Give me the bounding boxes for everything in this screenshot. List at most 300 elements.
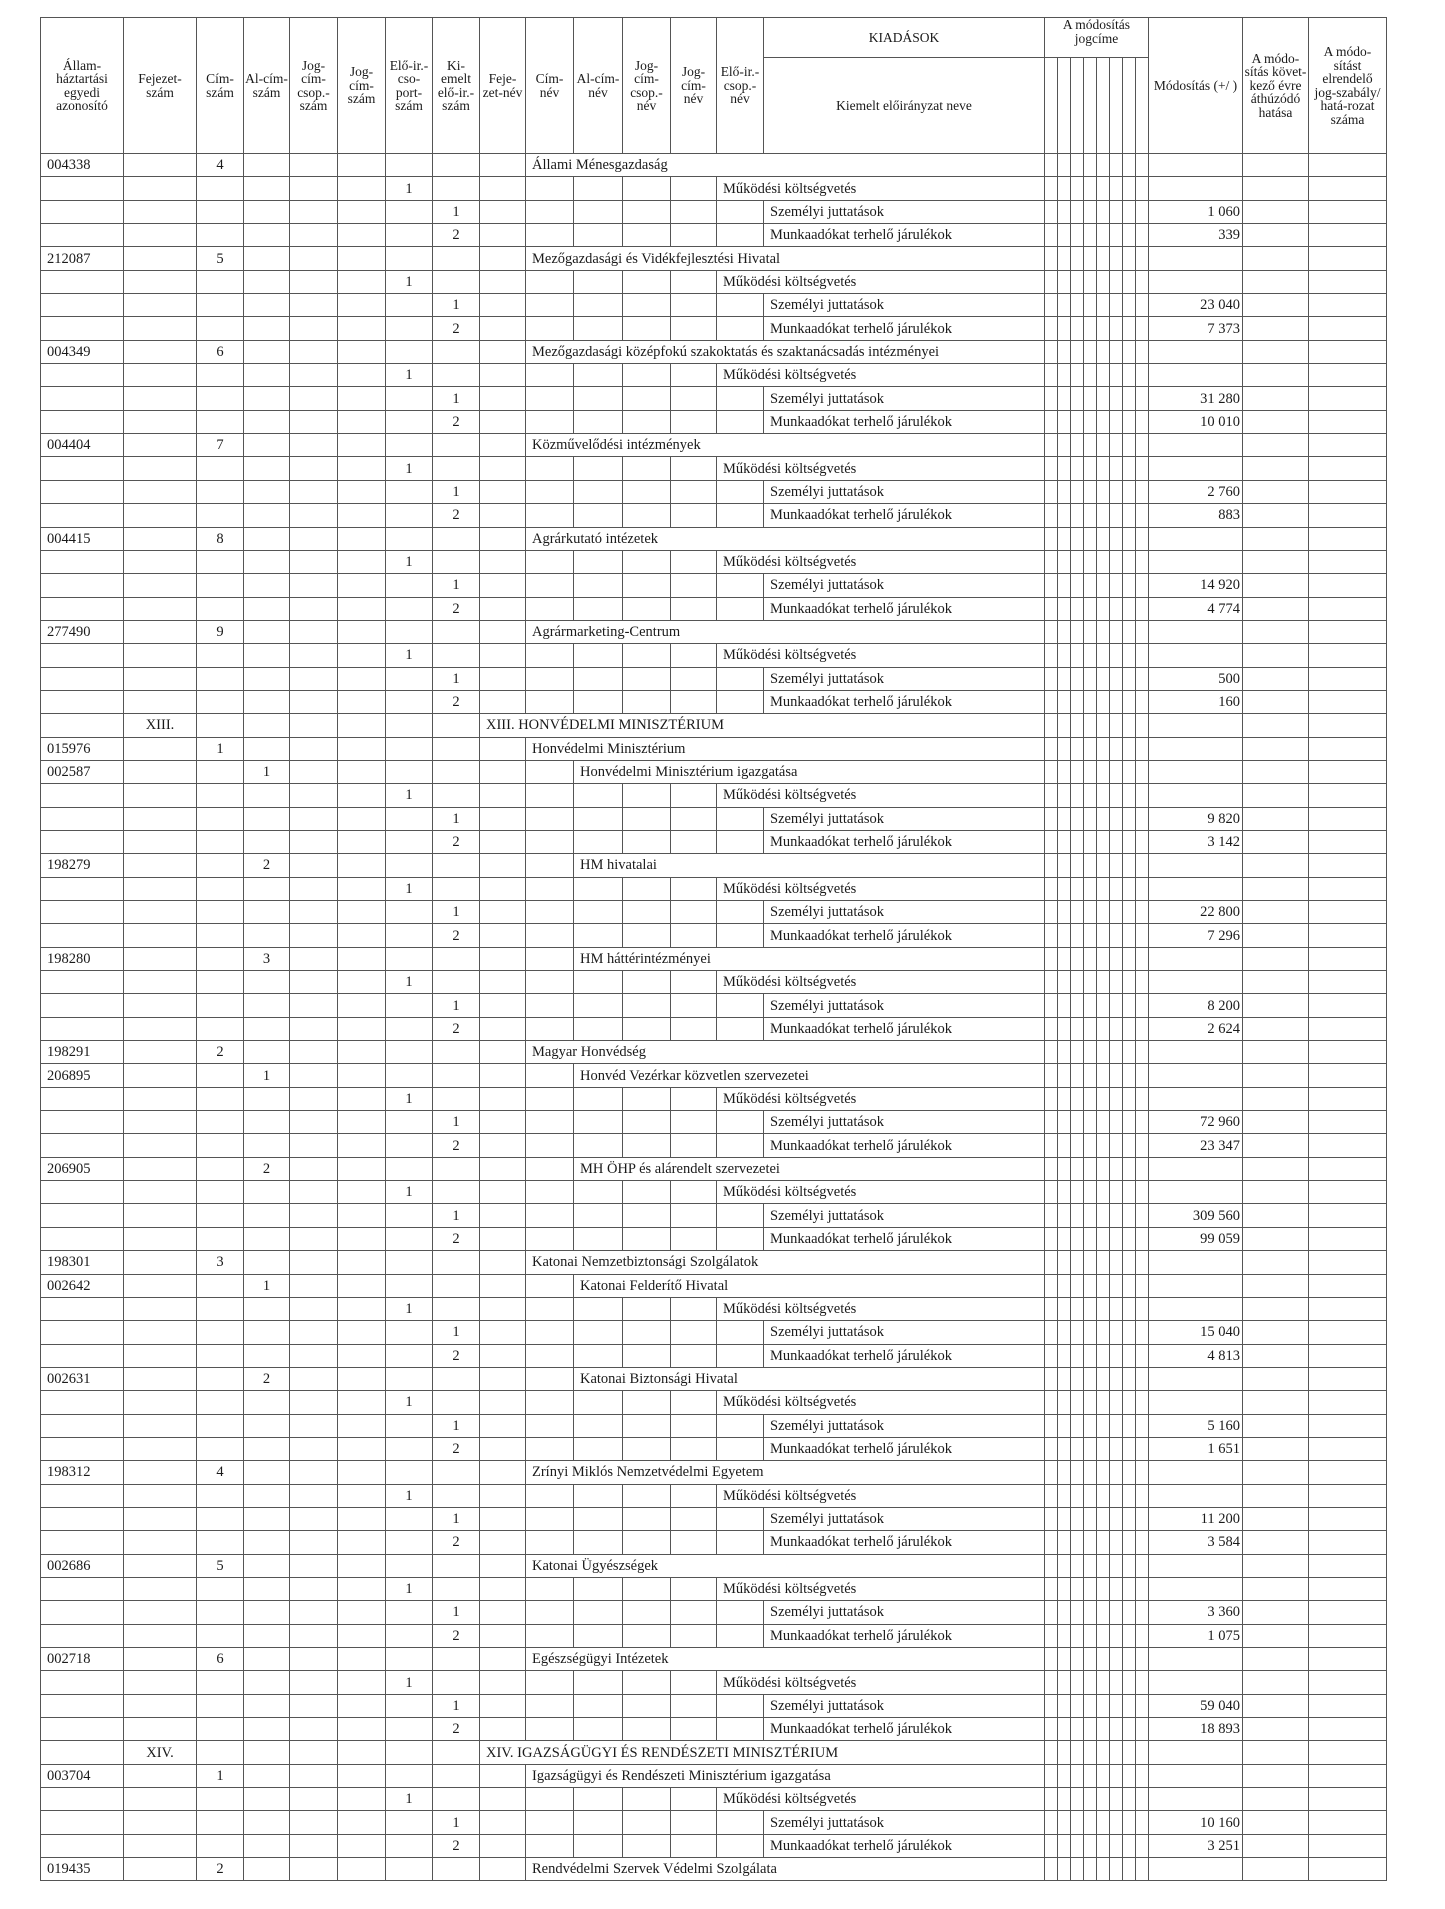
cell-eloir-csop-szam: [386, 901, 433, 924]
cell-cim-szam: [197, 200, 244, 223]
cell-cim-szam: [197, 760, 244, 783]
cell-eloir-csop-szam: 1: [386, 1181, 433, 1204]
cell-kiemelt-szam: 2: [433, 924, 480, 947]
cell-azonosito: [41, 597, 124, 620]
cell-kiemelt-szam: 1: [433, 1601, 480, 1624]
cell-name: Honvédelmi Minisztérium: [526, 737, 1045, 760]
table-row: [41, 644, 1387, 667]
cell-alcim-szam: [244, 667, 290, 690]
cell-cim-szam: [197, 574, 244, 597]
cell-eloir-csop-szam: 1: [386, 1391, 433, 1414]
cell-azonosito: [41, 1601, 124, 1624]
header-modositas: Módosítás (+/ ): [1149, 18, 1243, 154]
cell-fejezet-szam: [124, 1111, 197, 1134]
cell-eloir-csop-szam: [386, 1554, 433, 1577]
cell-fejezet-szam: [124, 1087, 197, 1110]
cell-azonosito: [41, 1181, 124, 1204]
cell-fejezet-szam: [124, 1834, 197, 1857]
cell-alcim-szam: [244, 1577, 290, 1600]
cell-kiemelt-szam: 2: [433, 1437, 480, 1460]
cell-kiemelt-szam: [433, 1461, 480, 1484]
cell-modositas: [1149, 1274, 1243, 1297]
cell-name: Munkaadókat terhelő járulékok: [764, 1017, 1045, 1040]
cell-modositas: [1149, 1788, 1243, 1811]
cell-alcim-szam: [244, 620, 290, 643]
cell-eloir-csop-szam: [386, 620, 433, 643]
cell-fejezet-szam: [124, 247, 197, 270]
table-row: [41, 1344, 1387, 1367]
cell-alcim-szam: [244, 1414, 290, 1437]
cell-cim-szam: [197, 1321, 244, 1344]
cell-cim-szam: [197, 1624, 244, 1647]
cell-modositas: [1149, 154, 1243, 177]
cell-name: Munkaadókat terhelő járulékok: [764, 1134, 1045, 1157]
cell-azonosito: [41, 574, 124, 597]
table-row: [41, 317, 1387, 340]
table-row: [41, 901, 1387, 924]
table-row: [41, 364, 1387, 387]
cell-kiemelt-szam: [433, 1554, 480, 1577]
cell-eloir-csop-szam: [386, 1764, 433, 1787]
cell-modositas: 1 075: [1149, 1624, 1243, 1647]
cell-modositas: 23 040: [1149, 294, 1243, 317]
table-row: [41, 1648, 1387, 1671]
cell-cim-szam: [197, 504, 244, 527]
cell-eloir-csop-szam: [386, 994, 433, 1017]
cell-name: Személyi juttatások: [764, 294, 1045, 317]
table-row: [41, 1437, 1387, 1460]
cell-alcim-szam: 1: [244, 1274, 290, 1297]
cell-fejezet-szam: [124, 504, 197, 527]
cell-modositas: 18 893: [1149, 1718, 1243, 1741]
cell-eloir-csop-szam: [386, 200, 433, 223]
cell-fejezet-szam: [124, 1414, 197, 1437]
cell-cim-szam: 6: [197, 1648, 244, 1671]
cell-kiemelt-szam: 1: [433, 1111, 480, 1134]
cell-fejezet-szam: [124, 1858, 197, 1881]
header-eloir-csop-szam: Elő-ir.-cso-port-szám: [386, 18, 433, 154]
cell-modositas: [1149, 1251, 1243, 1274]
cell-modositas: [1149, 760, 1243, 783]
cell-azonosito: [41, 1811, 124, 1834]
header-kiemelt-szam: Ki-emelt elő-ir.-szám: [433, 18, 480, 154]
cell-azonosito: 002642: [41, 1274, 124, 1297]
cell-cim-szam: [197, 1181, 244, 1204]
cell-cim-szam: [197, 947, 244, 970]
cell-cim-szam: [197, 410, 244, 433]
cell-modositas: 59 040: [1149, 1694, 1243, 1717]
cell-name: Katonai Nemzetbiztonsági Szolgálatok: [526, 1251, 1045, 1274]
cell-name: Működési költségvetés: [717, 971, 1045, 994]
cell-fejezet-szam: [124, 294, 197, 317]
cell-azonosito: [41, 294, 124, 317]
cell-kiemelt-szam: [433, 270, 480, 293]
cell-kiemelt-szam: [433, 1764, 480, 1787]
cell-azonosito: [41, 644, 124, 667]
cell-fejezet-szam: [124, 947, 197, 970]
cell-kiemelt-szam: 1: [433, 1204, 480, 1227]
cell-eloir-csop-szam: 1: [386, 1087, 433, 1110]
cell-modositas: 2 624: [1149, 1017, 1243, 1040]
cell-alcim-szam: [244, 1251, 290, 1274]
cell-alcim-szam: [244, 317, 290, 340]
cell-name: Személyi juttatások: [764, 901, 1045, 924]
cell-kiemelt-szam: [433, 714, 480, 737]
cell-alcim-szam: [244, 901, 290, 924]
cell-eloir-csop-szam: [386, 1017, 433, 1040]
cell-modositas: 1 060: [1149, 200, 1243, 223]
cell-name: Működési költségvetés: [717, 1788, 1045, 1811]
cell-azonosito: [41, 1484, 124, 1507]
table-row: [41, 1507, 1387, 1530]
cell-alcim-szam: [244, 1624, 290, 1647]
cell-azonosito: [41, 480, 124, 503]
table-row: [41, 200, 1387, 223]
table-row: [41, 1391, 1387, 1414]
cell-eloir-csop-szam: [386, 1858, 433, 1881]
cell-fejezet-szam: [124, 644, 197, 667]
cell-modositas: [1149, 1484, 1243, 1507]
cell-modositas: 22 800: [1149, 901, 1243, 924]
table-row: [41, 1811, 1387, 1834]
cell-modositas: 10 160: [1149, 1811, 1243, 1834]
cell-kiemelt-szam: [433, 1391, 480, 1414]
cell-kiemelt-szam: 1: [433, 387, 480, 410]
cell-fejezet-szam: [124, 574, 197, 597]
cell-name: Működési költségvetés: [717, 364, 1045, 387]
cell-name: Személyi juttatások: [764, 1694, 1045, 1717]
cell-cim-szam: [197, 1017, 244, 1040]
cell-alcim-szam: [244, 177, 290, 200]
cell-eloir-csop-szam: [386, 504, 433, 527]
cell-name: Személyi juttatások: [764, 1111, 1045, 1134]
cell-azonosito: [41, 1134, 124, 1157]
cell-fejezet-szam: [124, 1181, 197, 1204]
cell-azonosito: [41, 410, 124, 433]
cell-kiemelt-szam: 2: [433, 1134, 480, 1157]
cell-azonosito: [41, 1531, 124, 1554]
cell-fejezet-szam: [124, 1624, 197, 1647]
cell-kiemelt-szam: [433, 1741, 480, 1764]
table-row: [41, 1577, 1387, 1600]
cell-kiemelt-szam: [433, 877, 480, 900]
cell-alcim-szam: [244, 1484, 290, 1507]
cell-alcim-szam: [244, 1437, 290, 1460]
table-row: [41, 971, 1387, 994]
cell-azonosito: [41, 1227, 124, 1250]
cell-kiemelt-szam: 2: [433, 690, 480, 713]
cell-cim-szam: [197, 1718, 244, 1741]
cell-eloir-csop-szam: [386, 387, 433, 410]
header-jogcimcsop-nev: Jog-cím-csop.-név: [623, 18, 671, 154]
cell-cim-szam: [197, 1811, 244, 1834]
cell-cim-szam: [197, 667, 244, 690]
cell-azonosito: [41, 1111, 124, 1134]
cell-kiemelt-szam: [433, 1788, 480, 1811]
cell-eloir-csop-szam: [386, 1741, 433, 1764]
cell-kiemelt-szam: [433, 1181, 480, 1204]
table-row: [41, 854, 1387, 877]
cell-name: Működési költségvetés: [717, 784, 1045, 807]
cell-alcim-szam: [244, 1087, 290, 1110]
cell-azonosito: [41, 317, 124, 340]
header-jogcim-szam: Jog-cím-szám: [338, 18, 386, 154]
cell-alcim-szam: [244, 364, 290, 387]
cell-eloir-csop-szam: 1: [386, 971, 433, 994]
cell-cim-szam: [197, 784, 244, 807]
cell-eloir-csop-szam: [386, 1111, 433, 1134]
cell-fejezet-szam: [124, 224, 197, 247]
cell-fejezet-szam: [124, 924, 197, 947]
cell-modositas: [1149, 1577, 1243, 1600]
cell-name: Munkaadókat terhelő járulékok: [764, 1718, 1045, 1741]
cell-azonosito: 198301: [41, 1251, 124, 1274]
cell-alcim-szam: [244, 1111, 290, 1134]
table-row: [41, 737, 1387, 760]
cell-name: Működési költségvetés: [717, 457, 1045, 480]
cell-cim-szam: [197, 1274, 244, 1297]
cell-kiemelt-szam: 2: [433, 1344, 480, 1367]
cell-kiemelt-szam: 2: [433, 830, 480, 853]
cell-alcim-szam: [244, 1858, 290, 1881]
cell-kiemelt-szam: [433, 1577, 480, 1600]
cell-cim-szam: [197, 1834, 244, 1857]
cell-kiemelt-szam: 1: [433, 200, 480, 223]
cell-modositas: [1149, 247, 1243, 270]
cell-cim-szam: [197, 1111, 244, 1134]
cell-eloir-csop-szam: [386, 574, 433, 597]
cell-cim-szam: 4: [197, 1461, 244, 1484]
header-fejezet-szam: Fejezet-szám: [124, 18, 197, 154]
cell-name: Rendvédelmi Szervek Védelmi Szolgálata: [526, 1858, 1045, 1881]
cell-fejezet-szam: [124, 690, 197, 713]
table-row: [41, 830, 1387, 853]
cell-alcim-szam: [244, 1811, 290, 1834]
cell-eloir-csop-szam: [386, 737, 433, 760]
cell-alcim-szam: [244, 1041, 290, 1064]
cell-cim-szam: [197, 1694, 244, 1717]
cell-eloir-csop-szam: [386, 1321, 433, 1344]
cell-name: Munkaadókat terhelő járulékok: [764, 830, 1045, 853]
table-row: [41, 457, 1387, 480]
cell-alcim-szam: [244, 1764, 290, 1787]
cell-kiemelt-szam: 1: [433, 574, 480, 597]
cell-alcim-szam: [244, 1344, 290, 1367]
cell-fejezet-szam: [124, 1017, 197, 1040]
cell-name: Munkaadókat terhelő járulékok: [764, 317, 1045, 340]
cell-alcim-szam: [244, 690, 290, 713]
cell-alcim-szam: [244, 1531, 290, 1554]
cell-kiemelt-szam: [433, 784, 480, 807]
cell-name: Működési költségvetés: [717, 1577, 1045, 1600]
cell-eloir-csop-szam: 1: [386, 1577, 433, 1600]
table-row: [41, 527, 1387, 550]
cell-name: Személyi juttatások: [764, 1507, 1045, 1530]
header-kovetkezo-ev: A módo-sítás követ-kező évre áthúzódó hatása: [1243, 18, 1309, 154]
header-alcim-szam: Al-cím-szám: [244, 18, 290, 154]
cell-fejezet-szam: [124, 760, 197, 783]
budget-table: [40, 17, 1387, 1881]
cell-fejezet-szam: [124, 901, 197, 924]
cell-cim-szam: [197, 1367, 244, 1390]
cell-name: Munkaadókat terhelő járulékok: [764, 1624, 1045, 1647]
cell-fejezet-szam: [124, 200, 197, 223]
cell-azonosito: 002587: [41, 760, 124, 783]
cell-kiemelt-szam: [433, 1274, 480, 1297]
cell-eloir-csop-szam: [386, 1157, 433, 1180]
cell-fejezet-szam: [124, 807, 197, 830]
cell-name: Munkaadókat terhelő járulékok: [764, 1531, 1045, 1554]
cell-kiemelt-szam: 1: [433, 994, 480, 1017]
cell-cim-szam: 2: [197, 1858, 244, 1881]
cell-eloir-csop-szam: [386, 854, 433, 877]
cell-alcim-szam: [244, 527, 290, 550]
cell-cim-szam: [197, 1531, 244, 1554]
table-row: [41, 597, 1387, 620]
cell-azonosito: [41, 1321, 124, 1344]
cell-modositas: 7 296: [1149, 924, 1243, 947]
table-row: [41, 387, 1387, 410]
cell-alcim-szam: [244, 1181, 290, 1204]
cell-name: Személyi juttatások: [764, 994, 1045, 1017]
cell-alcim-szam: [244, 224, 290, 247]
cell-alcim-szam: [244, 480, 290, 503]
cell-kiemelt-szam: [433, 434, 480, 457]
cell-cim-szam: [197, 1741, 244, 1764]
cell-azonosito: 002631: [41, 1367, 124, 1390]
cell-azonosito: [41, 1087, 124, 1110]
cell-modositas: 14 920: [1149, 574, 1243, 597]
cell-name: Munkaadókat terhelő járulékok: [764, 224, 1045, 247]
cell-modositas: [1149, 434, 1243, 457]
table-row: [41, 620, 1387, 643]
cell-kiemelt-szam: [433, 550, 480, 573]
cell-azonosito: [41, 504, 124, 527]
cell-kiemelt-szam: [433, 457, 480, 480]
cell-alcim-szam: [244, 1718, 290, 1741]
cell-name: Működési költségvetés: [717, 1297, 1045, 1320]
cell-eloir-csop-szam: 1: [386, 457, 433, 480]
cell-eloir-csop-szam: [386, 1437, 433, 1460]
cell-alcim-szam: [244, 1391, 290, 1414]
table-row: [41, 994, 1387, 1017]
cell-modositas: [1149, 644, 1243, 667]
cell-kiemelt-szam: 1: [433, 1321, 480, 1344]
cell-azonosito: [41, 714, 124, 737]
cell-eloir-csop-szam: [386, 1064, 433, 1087]
cell-modositas: [1149, 1764, 1243, 1787]
cell-alcim-szam: [244, 807, 290, 830]
cell-kiemelt-szam: [433, 854, 480, 877]
cell-alcim-szam: [244, 597, 290, 620]
cell-alcim-szam: [244, 784, 290, 807]
cell-modositas: [1149, 1391, 1243, 1414]
cell-fejezet-szam: [124, 1601, 197, 1624]
cell-kiemelt-szam: 1: [433, 807, 480, 830]
table-row: [41, 1718, 1387, 1741]
cell-fejezet-szam: [124, 1321, 197, 1344]
cell-cim-szam: [197, 387, 244, 410]
cell-azonosito: 198280: [41, 947, 124, 970]
cell-azonosito: 206895: [41, 1064, 124, 1087]
cell-kiemelt-szam: [433, 1087, 480, 1110]
cell-azonosito: [41, 1414, 124, 1437]
cell-kiemelt-szam: 1: [433, 1811, 480, 1834]
cell-kiemelt-szam: [433, 1251, 480, 1274]
cell-modositas: [1149, 1367, 1243, 1390]
cell-kiemelt-szam: 2: [433, 504, 480, 527]
cell-cim-szam: [197, 1577, 244, 1600]
cell-alcim-szam: [244, 434, 290, 457]
table-row: [41, 1484, 1387, 1507]
cell-name: Közművelődési intézmények: [526, 434, 1045, 457]
cell-eloir-csop-szam: 1: [386, 1484, 433, 1507]
table-row: [41, 1531, 1387, 1554]
cell-azonosito: 019435: [41, 1858, 124, 1881]
cell-azonosito: [41, 994, 124, 1017]
cell-fejezet-szam: [124, 971, 197, 994]
cell-azonosito: [41, 924, 124, 947]
cell-kiemelt-szam: 2: [433, 597, 480, 620]
table-row: [41, 1157, 1387, 1180]
cell-cim-szam: [197, 1064, 244, 1087]
table-body: [41, 154, 1387, 1881]
cell-name: Személyi juttatások: [764, 1414, 1045, 1437]
table-row: [41, 807, 1387, 830]
cell-alcim-szam: [244, 387, 290, 410]
cell-fejezet-szam: [124, 1157, 197, 1180]
cell-cim-szam: [197, 1414, 244, 1437]
cell-name: XIII. HONVÉDELMI MINISZTÉRIUM: [480, 714, 1045, 737]
cell-alcim-szam: 2: [244, 1367, 290, 1390]
cell-fejezet-szam: [124, 1648, 197, 1671]
cell-kiemelt-szam: [433, 154, 480, 177]
header-cim-nev: Cím-név: [526, 18, 574, 154]
cell-cim-szam: [197, 830, 244, 853]
cell-modositas: [1149, 1041, 1243, 1064]
cell-modositas: [1149, 1858, 1243, 1881]
table-row: [41, 1367, 1387, 1390]
cell-azonosito: [41, 1671, 124, 1694]
cell-kiemelt-szam: [433, 1648, 480, 1671]
cell-azonosito: [41, 830, 124, 853]
cell-modositas: 11 200: [1149, 1507, 1243, 1530]
cell-kiemelt-szam: 2: [433, 1531, 480, 1554]
cell-fejezet-szam: [124, 434, 197, 457]
table-row: [41, 1227, 1387, 1250]
cell-alcim-szam: [244, 457, 290, 480]
header-alcim-nev: Al-cím-név: [574, 18, 623, 154]
table-row: [41, 1694, 1387, 1717]
table-row: [41, 247, 1387, 270]
cell-fejezet-szam: [124, 527, 197, 550]
cell-name: Munkaadókat terhelő járulékok: [764, 690, 1045, 713]
cell-kiemelt-szam: 1: [433, 480, 480, 503]
cell-alcim-szam: [244, 830, 290, 853]
cell-eloir-csop-szam: [386, 1718, 433, 1741]
cell-fejezet-szam: [124, 994, 197, 1017]
header-eloir-csop-nev: Elő-ir.-csop.-név: [717, 18, 764, 154]
cell-modositas: [1149, 620, 1243, 643]
cell-name: Honvédelmi Minisztérium igazgatása: [574, 760, 1045, 783]
cell-name: Személyi juttatások: [764, 1601, 1045, 1624]
cell-alcim-szam: [244, 1788, 290, 1811]
cell-fejezet-szam: [124, 177, 197, 200]
cell-eloir-csop-szam: 1: [386, 1788, 433, 1811]
cell-azonosito: [41, 1507, 124, 1530]
cell-kiemelt-szam: 1: [433, 1414, 480, 1437]
cell-cim-szam: [197, 877, 244, 900]
